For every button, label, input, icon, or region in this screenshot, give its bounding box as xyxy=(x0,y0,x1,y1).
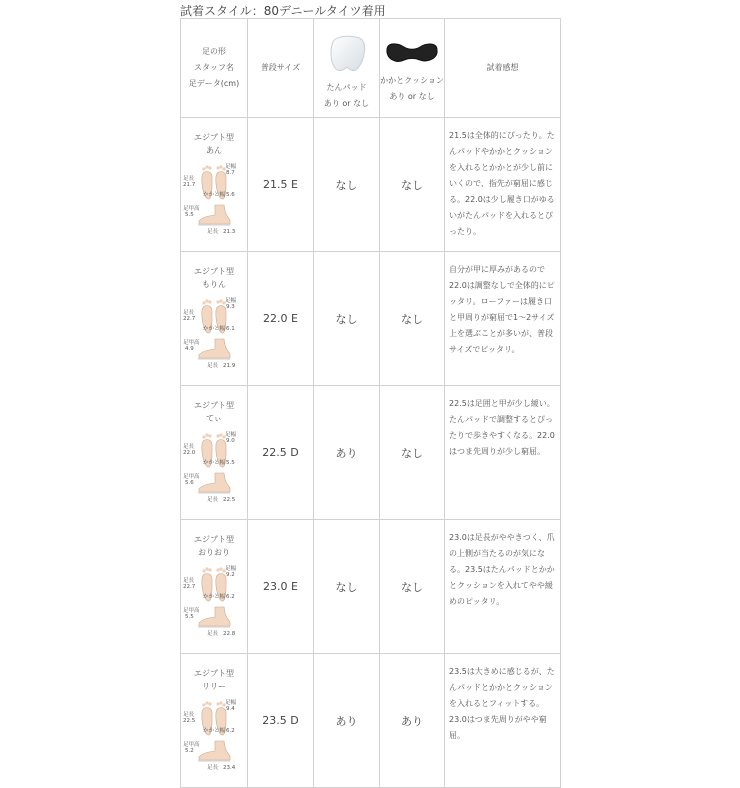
impression-line: 23.0は足長がややきつく、爪 xyxy=(449,533,555,542)
foot-diagram xyxy=(183,562,245,640)
instep-value: 5.6 xyxy=(185,480,194,486)
foot-width-value: 9.2 xyxy=(226,572,235,578)
usual-size-cell xyxy=(248,386,314,520)
pad-cell xyxy=(314,118,380,252)
foot-length-value: 21.7 xyxy=(183,182,196,188)
foot-type: エジプト型 xyxy=(194,267,234,276)
cushion-value: なし xyxy=(401,446,423,460)
pad-cell xyxy=(314,654,380,788)
pad-value: なし xyxy=(335,580,358,594)
staff-name: もりん xyxy=(202,280,226,289)
impression-line: 自分が甲に厚みがあるので xyxy=(449,265,545,274)
impression-line: 屈。 xyxy=(449,731,465,740)
usual-size: 23.0 E xyxy=(263,580,298,593)
usual-size-cell xyxy=(248,520,314,654)
side-length-label: 足長 xyxy=(207,765,219,771)
pad-value: なし xyxy=(335,178,358,192)
table-row xyxy=(181,118,561,252)
cushion-cell xyxy=(380,386,445,520)
instep-value: 4.9 xyxy=(185,346,194,352)
header-pad-label: たんパッド xyxy=(326,83,367,92)
impression-line: はつま先周りが少し窮屈。 xyxy=(449,447,545,456)
instep-label: 足甲高 xyxy=(183,742,200,748)
impression-line: 23.0はつま先周りがやや窮 xyxy=(449,715,547,724)
foot-width-value: 9.4 xyxy=(226,706,235,712)
header-row xyxy=(181,19,561,118)
side-length-value: 23.4 xyxy=(223,765,236,771)
pad-cell xyxy=(314,520,380,654)
foot-type: エジプト型 xyxy=(194,401,234,410)
staff-cell xyxy=(181,118,248,252)
header-staff-name: スタッフ名 xyxy=(194,63,234,72)
staff-cell xyxy=(181,654,248,788)
usual-size-cell xyxy=(248,118,314,252)
foot-width-label: 足幅 xyxy=(225,298,237,304)
impression-line: いがたんパッドを入れるとぴ xyxy=(449,211,553,220)
instep-label: 足甲高 xyxy=(183,206,200,212)
foot-length-label: 足長 xyxy=(183,444,195,450)
usual-size-cell xyxy=(248,654,314,788)
usual-size: 22.0 E xyxy=(263,312,298,325)
impression-line: 上を選ぶことが多いが、普段 xyxy=(449,329,553,338)
impression-line: いくので、指先が窮屈に感じ xyxy=(449,179,553,188)
heel-width-value: 6.2 xyxy=(226,594,235,600)
foot-diagram xyxy=(183,696,245,774)
impression-line: を入れるとフィットする。 xyxy=(449,699,545,708)
foot-length-value: 22.5 xyxy=(183,718,196,724)
usual-size: 21.5 E xyxy=(263,178,298,191)
heel-width-label: かかと幅 xyxy=(203,728,226,734)
impression-line: 22.5は足囲と甲が少し緩い。 xyxy=(449,399,555,408)
header-impression-label: 試着感想 xyxy=(486,63,519,72)
foot-type: エジプト型 xyxy=(194,535,234,544)
foot-type: エジプト型 xyxy=(194,669,234,678)
foot-type: エジプト型 xyxy=(194,133,234,142)
pad-value: あり xyxy=(335,446,358,460)
table-row xyxy=(181,386,561,520)
foot-width-label: 足幅 xyxy=(225,700,237,706)
side-length-value: 21.3 xyxy=(223,229,236,235)
heel-width-value: 5.5 xyxy=(226,460,235,466)
usual-size: 23.5 D xyxy=(262,714,299,727)
cushion-cell xyxy=(380,118,445,252)
instep-value: 5.5 xyxy=(185,212,194,218)
header-cushion xyxy=(380,19,445,118)
cushion-cell xyxy=(380,654,445,788)
impression-cell xyxy=(445,654,561,788)
header-usual-size-label: 普段サイズ xyxy=(260,63,301,72)
staff-cell xyxy=(181,252,248,386)
staff-name: リリー xyxy=(202,682,226,691)
table-row xyxy=(181,520,561,654)
foot-width-label: 足幅 xyxy=(225,566,237,572)
header-cushion-label: かかとクッション xyxy=(380,76,444,85)
instep-value: 5.5 xyxy=(185,614,194,620)
impression-line: る。23.5はたんパッドとかか xyxy=(449,565,555,574)
impression-line: と甲周りが窮屈で1〜2サイズ xyxy=(449,313,555,322)
impression-line: んパッドとかかとクッション xyxy=(449,683,553,692)
pad-cell xyxy=(314,252,380,386)
side-length-label: 足長 xyxy=(207,363,219,369)
side-length-value: 22.8 xyxy=(223,631,236,637)
staff-cell xyxy=(181,520,248,654)
side-length-label: 足長 xyxy=(207,229,219,235)
cushion-value: あり xyxy=(401,714,423,728)
page-title: 試着スタイル：80デニールタイツ着用 xyxy=(180,4,386,18)
impression-line: たんパッドで調整するとぴっ xyxy=(449,415,553,424)
instep-label: 足甲高 xyxy=(183,474,200,480)
foot-length-value: 22.0 xyxy=(183,450,196,456)
heel-width-value: 6.1 xyxy=(226,326,235,332)
foot-width-value: 9.3 xyxy=(226,304,235,310)
impression-cell xyxy=(445,118,561,252)
header-usual-size xyxy=(248,19,314,118)
header-impression xyxy=(445,19,561,118)
foot-length-label: 足長 xyxy=(183,712,195,718)
impression-line: 21.5は全体的にぴったり。た xyxy=(449,131,555,140)
impression-line: 22.0は調整なしで全体的にピ xyxy=(449,281,555,290)
foot-side-icon xyxy=(197,338,231,360)
heel-width-value: 5.6 xyxy=(226,192,235,198)
foot-diagram xyxy=(183,294,245,372)
impression-cell xyxy=(445,386,561,520)
side-length-label: 足長 xyxy=(207,497,219,503)
cushion-cell xyxy=(380,520,445,654)
header-foot-data xyxy=(181,19,248,118)
heel-width-label: かかと幅 xyxy=(203,326,226,332)
instep-label: 足甲高 xyxy=(183,340,200,346)
impression-line: の上側が当たるのが気にな xyxy=(449,549,545,558)
heel-width-label: かかと幅 xyxy=(203,594,226,600)
impression-line: サイズでピッタリ。 xyxy=(449,345,520,354)
cushion-cell xyxy=(380,252,445,386)
header-cushion-option: あり or なし xyxy=(389,92,435,101)
cushion-value: なし xyxy=(401,580,423,594)
instep-value: 5.2 xyxy=(185,748,194,754)
foot-length-value: 22.7 xyxy=(183,316,196,322)
impression-line: 23.5は大きめに感じるが、た xyxy=(449,667,555,676)
foot-width-value: 8.7 xyxy=(226,170,235,176)
foot-diagram xyxy=(183,160,245,238)
foot-side-icon xyxy=(197,740,231,762)
staff-name: てぃ xyxy=(206,414,222,423)
foot-diagram xyxy=(183,428,245,506)
header-foot-measure: 足データ(cm) xyxy=(188,79,240,88)
gel-pad-icon xyxy=(325,32,369,76)
impression-cell xyxy=(445,252,561,386)
impression-line: を入れるとかかとが少し前に xyxy=(449,163,553,172)
impression-line: ったり。 xyxy=(449,227,481,236)
foot-length-label: 足長 xyxy=(183,176,195,182)
foot-width-value: 9.0 xyxy=(226,438,235,444)
side-length-value: 22.5 xyxy=(223,497,236,503)
staff-name: あん xyxy=(206,146,222,155)
foot-length-label: 足長 xyxy=(183,310,195,316)
header-pad-option: あり or なし xyxy=(323,99,370,108)
cushion-value: なし xyxy=(401,312,423,326)
foot-side-icon xyxy=(197,204,231,226)
impression-line: とクッションを入れてやや緩 xyxy=(449,581,553,590)
foot-side-icon xyxy=(197,606,231,628)
impression-cell xyxy=(445,520,561,654)
impression-line: めのピッタリ。 xyxy=(449,597,505,606)
usual-size: 22.5 D xyxy=(262,446,299,459)
foot-width-label: 足幅 xyxy=(225,432,237,438)
impression-line: る。22.0は少し履き口がゆる xyxy=(449,195,555,204)
foot-side-icon xyxy=(197,472,231,494)
pad-value: なし xyxy=(335,312,358,326)
heel-width-label: かかと幅 xyxy=(203,192,226,198)
impression-line: んパッドやかかとクッション xyxy=(449,147,553,156)
cushion-value: なし xyxy=(401,178,423,192)
fitting-table xyxy=(180,18,561,788)
heel-width-label: かかと幅 xyxy=(203,460,226,466)
side-length-value: 21.9 xyxy=(223,363,236,369)
impression-line: ッタリ。ローファーは履き口 xyxy=(449,297,553,306)
pad-cell xyxy=(314,386,380,520)
pad-value: あり xyxy=(335,714,358,728)
table-row xyxy=(181,654,561,788)
staff-name: おりおり xyxy=(198,548,230,557)
heel-cushion-icon xyxy=(384,39,440,69)
header-pad xyxy=(314,19,380,118)
foot-width-label: 足幅 xyxy=(225,164,237,170)
impression-line: たりで歩きやすくなる。22.0 xyxy=(449,431,555,440)
usual-size-cell xyxy=(248,252,314,386)
foot-length-value: 22.7 xyxy=(183,584,196,590)
instep-label: 足甲高 xyxy=(183,608,200,614)
staff-cell xyxy=(181,386,248,520)
side-length-label: 足長 xyxy=(207,631,219,637)
heel-width-value: 6.2 xyxy=(226,728,235,734)
table-row xyxy=(181,252,561,386)
header-foot-shape: 足の形 xyxy=(202,47,226,56)
foot-length-label: 足長 xyxy=(183,578,195,584)
